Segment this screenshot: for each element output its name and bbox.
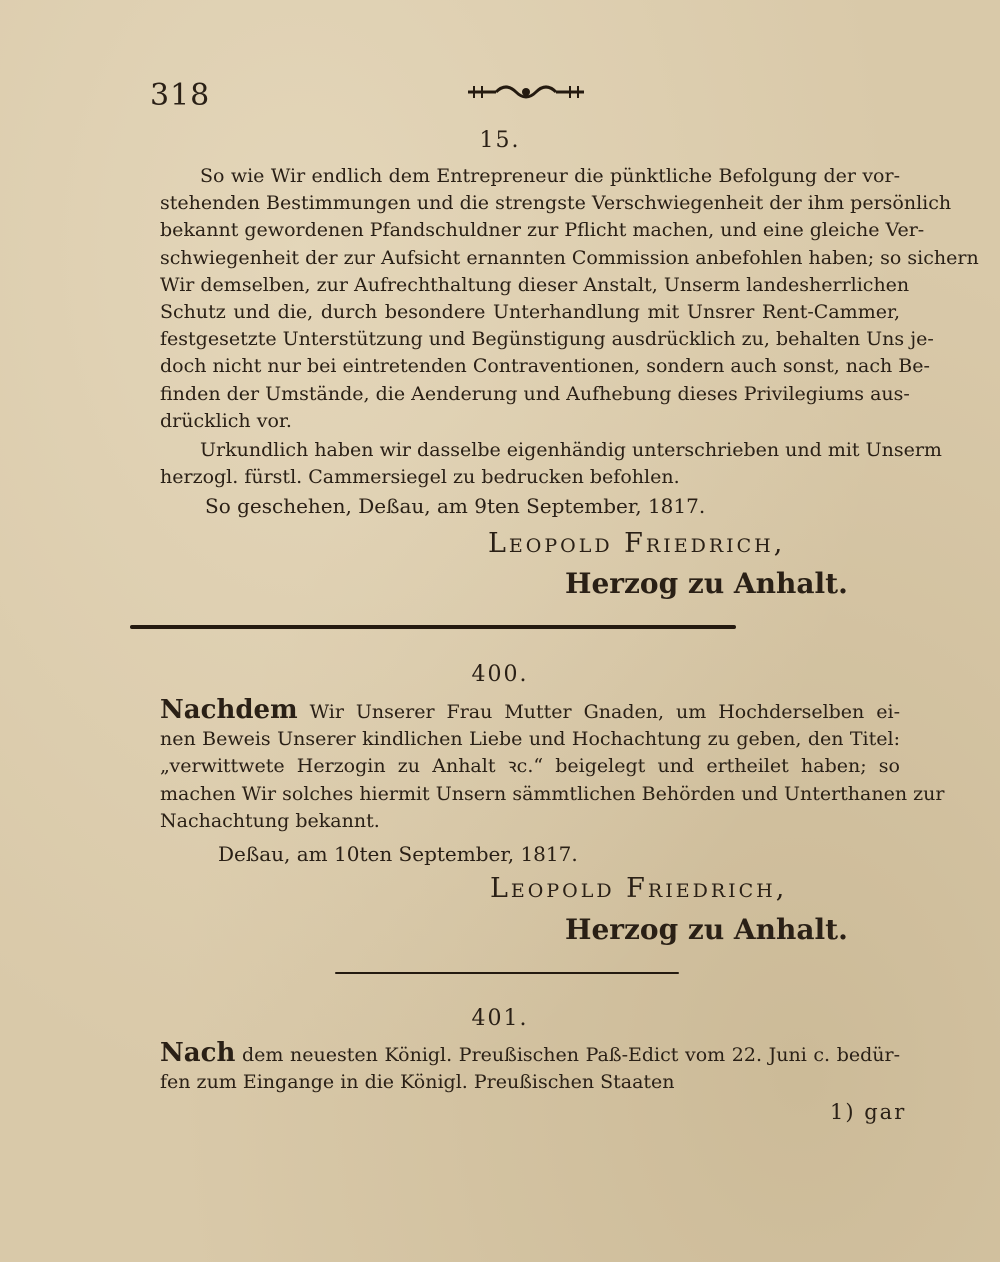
section-15-closing (160, 437, 942, 491)
lead-word: Nachdem (160, 695, 298, 725)
text-line: nen Beweis Unserer kindlichen Liebe und Hochachtung zu geben, den Titel: (160, 728, 900, 751)
signature-name: Leopold Friedrich, (490, 873, 788, 904)
text-line: herzogl. fürstl. Cammersiegel zu bedrucken befohlen. (160, 466, 680, 489)
text-line: Nachachtung bekannt. (160, 809, 380, 832)
section-number-400: 400. (471, 662, 529, 687)
section-number-401: 401. (471, 1006, 529, 1031)
page-number: 318 (150, 78, 211, 113)
divider (130, 625, 736, 629)
text-line: Schutz und die, durch besondere Unterhandlung mit Unsrer Rent-Cammer, (160, 301, 900, 324)
text-line: festgesetzte Unterstützung und Begünstigung ausdrücklich zu, behalten Uns je- (160, 328, 934, 351)
text-line: doch nicht nur bei eintretenden Contraventionen, sondern auch sonst, nach Be- (160, 355, 930, 378)
text-line (160, 697, 900, 726)
text-line: bekannt gewordenen Pfandschuldner zur Pflicht machen, und eine gleiche Ver- (160, 219, 925, 242)
text-line: Wir demselben, zur Aufrechthaltung dieser Anstalt, Unserm landesherrlichen (160, 273, 910, 296)
text-line: So wie Wir endlich dem Entrepreneur die pünktliche Befolgung der vor- (200, 165, 900, 187)
ornament-icon (466, 80, 586, 102)
section-400-paragraph (160, 695, 945, 835)
text-line: drücklich vor. (160, 409, 292, 432)
text-line: Urkundlich haben wir dasselbe eigenhändig unterschrieben und mit Unserm (200, 439, 942, 461)
text-line (160, 1040, 900, 1069)
line-rest: Wir Unserer Frau Mutter Gnaden, um Hochderselben ei- (309, 701, 900, 723)
section-401-paragraph (160, 1040, 900, 1096)
text-line: schwiegenheit der zur Aufsicht ernannten Commission anbefohlen haben; so sichern (160, 246, 979, 269)
line-rest: dem neuesten Königl. Preußischen Paß-Edict vom 22. Juni c. bedür- (241, 1044, 900, 1066)
signature-name: Leopold Friedrich, (488, 528, 786, 559)
lead-word: Nach (160, 1038, 236, 1068)
section-number-15: 15. (479, 128, 521, 153)
text-line: finden der Umstände, die Aenderung und Aufhebung dieses Privilegiums aus- (160, 382, 910, 405)
divider (335, 972, 679, 974)
date-line: So geschehen, Deßau, am 9ten September, 1817. (205, 494, 706, 518)
catchword: 1) gar (830, 1100, 907, 1124)
signature-title: Herzog zu Anhalt. (565, 913, 848, 946)
text-line: stehenden Bestimmungen und die strengste Verschwiegenheit der ihm persönlich (160, 192, 952, 215)
text-line: „verwittwete Herzogin zu Anhalt ꝛc.“ beigelegt und ertheilet haben; so (160, 755, 900, 778)
section-15-paragraph (160, 163, 979, 435)
text-line: fen zum Eingange in die Königl. Preußischen Staaten (160, 1071, 675, 1094)
signature-title: Herzog zu Anhalt. (565, 567, 848, 600)
text-line: machen Wir solches hiermit Unsern sämmtlichen Behörden und Unterthanen zur (160, 782, 945, 805)
date-line: Deßau, am 10ten September, 1817. (218, 842, 578, 866)
